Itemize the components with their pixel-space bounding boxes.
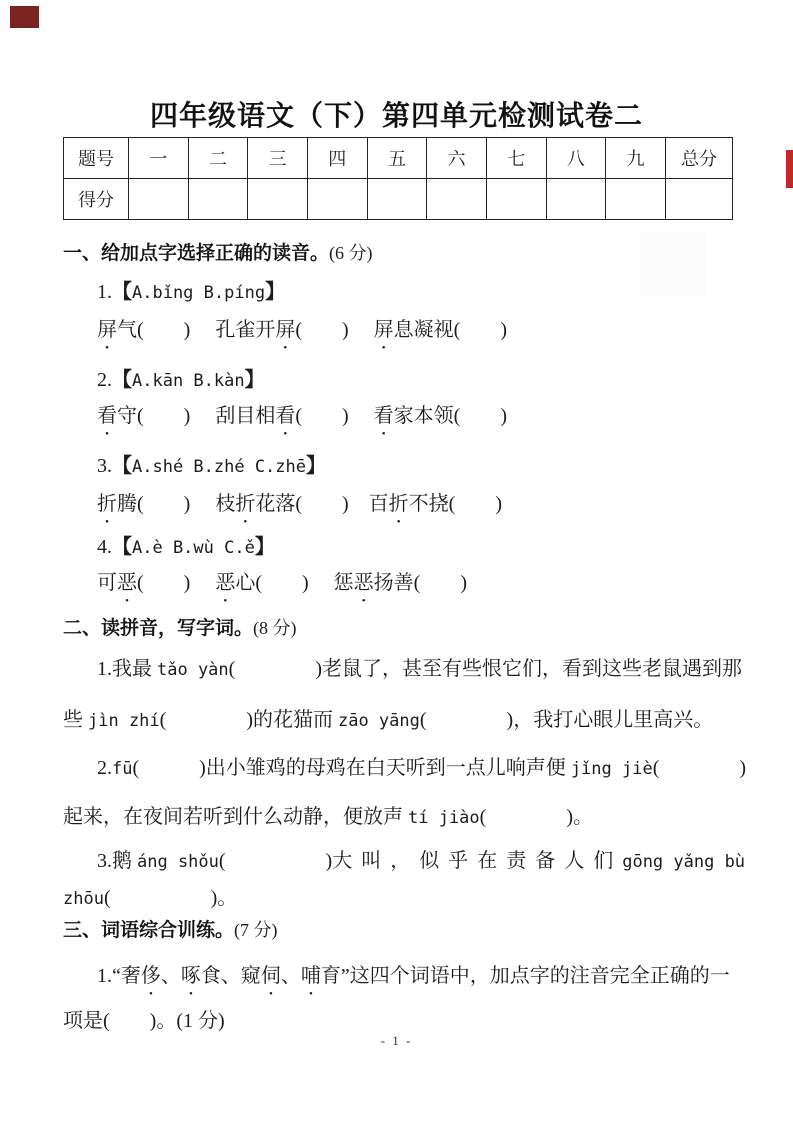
q4-pinyin-options [63, 532, 753, 563]
header-cell-q2: 二 [188, 138, 248, 179]
text-segment: ( )，我打心眼儿里高兴。 [419, 709, 714, 731]
text-segment: 1.我最 [97, 658, 157, 680]
text-segment: 不挠( ) [408, 493, 502, 515]
score-cell [486, 179, 546, 220]
text-segment: 【 [112, 369, 132, 391]
score-row-label: 得分 [64, 179, 129, 220]
score-table-header-row [64, 138, 733, 179]
score-table-score-row [64, 179, 733, 220]
text-segment: 花落( ) 百 [255, 493, 389, 515]
text-segment: 一、给加点字选择正确的读音。 [63, 243, 330, 264]
score-cell [248, 179, 308, 220]
s2-item3-line2 [63, 883, 753, 914]
s2-item2-line1 [63, 753, 753, 784]
dotted-char: 屏 [275, 319, 296, 341]
text-segment: 3. [97, 455, 112, 477]
text-segment: ( )。 [103, 887, 238, 909]
text-segment: 扬善( ) [373, 572, 467, 594]
text-segment: 息凝视( ) [393, 319, 507, 341]
text-segment: 【 [112, 455, 132, 477]
score-cell [129, 179, 189, 220]
text-segment: 可 [97, 572, 117, 594]
header-cell-q1: 一 [129, 138, 189, 179]
text-segment: ( ) [652, 757, 747, 779]
text-segment: fū [112, 759, 133, 779]
score-cell [427, 179, 487, 220]
text-segment: A.bǐng B.píng [132, 283, 266, 303]
dotted-char: 看 [373, 405, 394, 427]
score-cell [546, 179, 606, 220]
q2-pinyin-options [63, 365, 753, 396]
score-table [63, 137, 733, 220]
text-segment: (8 分) [253, 618, 297, 638]
dotted-char: 侈 [140, 965, 161, 987]
dotted-char: 恶 [215, 572, 236, 594]
header-cell-q5: 五 [367, 138, 427, 179]
text-segment: ( )出小雏鸡的母鸡在白天听到一点儿响声便 [132, 757, 571, 779]
text-segment: 些 [63, 709, 88, 731]
text-segment: 1.“奢 [97, 965, 141, 987]
scan-artifact-right-edge [786, 150, 793, 188]
dotted-char: 看 [275, 405, 296, 427]
score-cell [606, 179, 666, 220]
score-cell [188, 179, 248, 220]
section-2-heading [63, 613, 753, 644]
text-segment: 【 [112, 536, 132, 558]
text-segment: ( )。 [479, 806, 593, 828]
text-segment: 二、读拼音，写字词。 [63, 618, 254, 639]
text-segment: 、 [280, 965, 301, 987]
text-segment: 1. [97, 281, 112, 303]
score-cell [666, 179, 733, 220]
dotted-char: 折 [235, 493, 256, 515]
score-cell [367, 179, 427, 220]
q2-words [63, 401, 753, 431]
text-segment: jìn zhí [88, 711, 160, 731]
text-segment: 家本领( ) [393, 405, 507, 427]
text-segment: A.shé B.zhé C.zhē [132, 457, 306, 477]
text-segment: jǐng jiè [570, 759, 653, 779]
s3-item1-line1 [63, 961, 753, 991]
text-segment: 育”这四个词语中，加点字的注音完全正确的一 [320, 965, 730, 987]
text-segment: 】 [244, 369, 265, 391]
q3-pinyin-options [63, 451, 753, 482]
text-segment: (6 分) [329, 243, 373, 263]
dotted-char: 啄 [180, 965, 201, 987]
page-title: 四年级语文（下）第四单元检测试卷二 [149, 100, 643, 131]
text-segment: 】 [265, 281, 286, 303]
dotted-char: 恶 [117, 572, 137, 594]
text-segment: 腾( ) 枝 [117, 493, 236, 515]
header-cell-question-number: 题号 [64, 138, 129, 179]
text-segment: tǎo yàn [157, 660, 229, 680]
q1-pinyin-options [63, 277, 753, 308]
text-segment: 2. [97, 757, 112, 779]
dotted-char: 看 [97, 405, 117, 427]
q4-words [63, 568, 753, 598]
text-segment: 2. [97, 369, 112, 391]
header-cell-q7: 七 [486, 138, 546, 179]
text-segment: ( )老鼠了，甚至有些恨它们，看到这些老鼠遇到那 [228, 658, 742, 680]
text-segment: A.kān B.kàn [132, 371, 245, 391]
text-segment: 3.鹅 [97, 850, 137, 872]
dotted-char: 折 [388, 493, 409, 515]
section-1-heading [63, 238, 753, 269]
text-segment: 三、词语综合训练。 [63, 920, 235, 941]
header-cell-q6: 六 [427, 138, 487, 179]
section-3-heading [63, 915, 753, 946]
score-cell [307, 179, 367, 220]
text-segment: (7 分) [234, 920, 278, 940]
dotted-char: 哺 [300, 965, 321, 987]
paper-body [63, 238, 753, 1036]
text-segment: 起来，在夜间若听到什么动静，便放声 [63, 806, 408, 828]
text-segment: ( ) [218, 850, 333, 872]
text-segment: 、 [160, 965, 181, 987]
text-segment: áng shǒu [137, 852, 219, 872]
s3-item1-line2 [63, 1006, 753, 1036]
text-segment: 】 [254, 536, 275, 558]
q1-words [63, 315, 753, 345]
s2-item2-line2 [63, 802, 753, 833]
text-segment: zāo yāng [337, 711, 420, 731]
text-segment: 】 [306, 455, 326, 477]
header-cell-q4: 四 [307, 138, 367, 179]
text-segment: ( ) [295, 319, 374, 341]
dotted-char: 折 [97, 493, 117, 515]
q3-words [63, 489, 753, 519]
text-segment: 食、窥 [200, 965, 261, 987]
text-segment: zhōu [63, 889, 104, 909]
dotted-char: 屏 [97, 319, 117, 341]
text-segment: ( ) [295, 405, 374, 427]
text-segment: gōng yǎng bù [622, 852, 746, 872]
s2-item1-line2 [63, 705, 753, 736]
text-segment: tí jiào [408, 808, 480, 828]
header-cell-q9: 九 [606, 138, 666, 179]
page-number: - 1 - [380, 1033, 413, 1048]
header-cell-total: 总分 [666, 138, 733, 179]
header-cell-q3: 三 [248, 138, 308, 179]
header-cell-q8: 八 [546, 138, 606, 179]
s2-item1-line1 [63, 654, 753, 685]
text-segment: A.è B.wù C.ě [132, 538, 255, 558]
text-segment: 4. [97, 536, 112, 558]
text-segment: 气( ) 孔雀开 [117, 319, 276, 341]
text-segment: 【 [112, 281, 132, 303]
text-segment: ( )的花猫而 [159, 709, 338, 731]
text-segment: 项是( )。(1 分) [63, 1010, 225, 1032]
s2-item3-line1 [63, 846, 753, 877]
dotted-char: 伺 [260, 965, 281, 987]
dotted-char: 屏 [373, 319, 394, 341]
text-segment: 心( ) 惩 [235, 572, 354, 594]
text-segment: 大叫，似乎在责备人们 [332, 850, 623, 872]
text-segment: ( ) [137, 572, 216, 594]
text-segment: 守( ) 刮目相 [117, 405, 276, 427]
dotted-char: 恶 [353, 572, 374, 594]
